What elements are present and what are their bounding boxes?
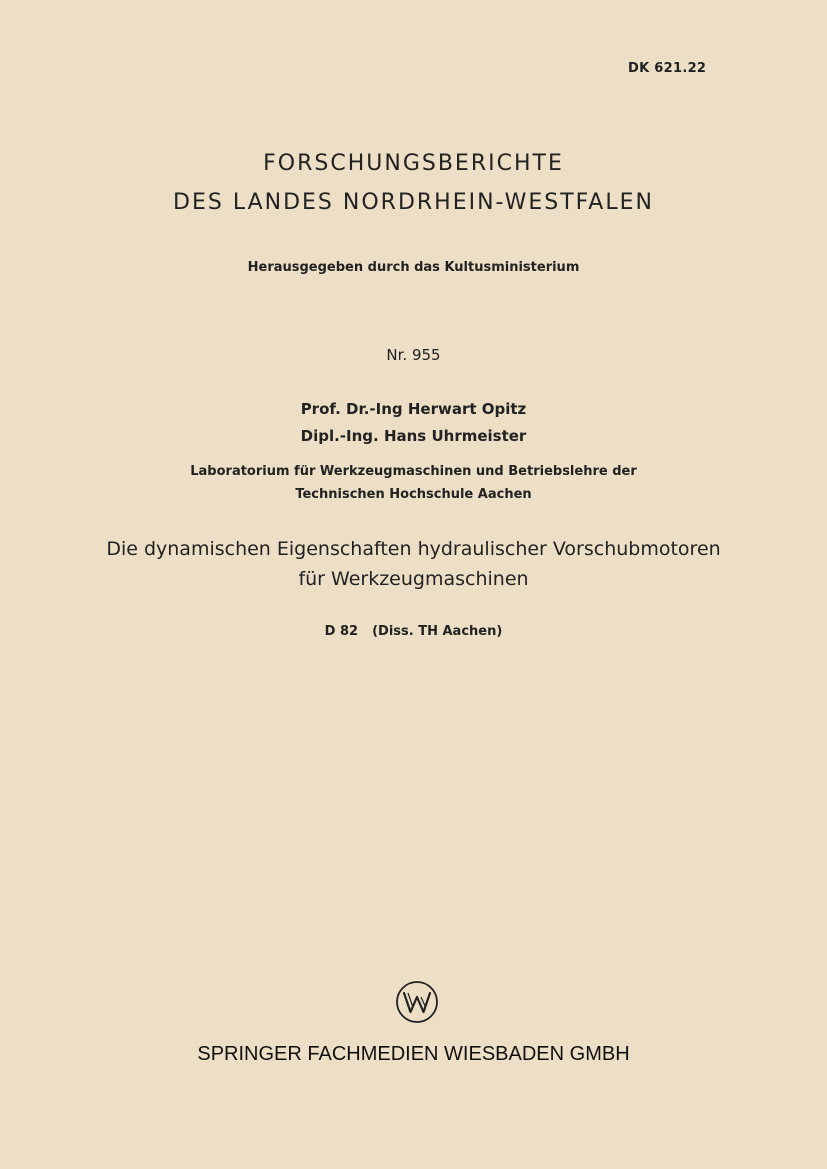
classification-code: DK 621.22 <box>628 61 707 76</box>
series-title-line2: DES LANDES NORDRHEIN-WESTFALEN <box>173 190 654 215</box>
dissertation-code: D 82 <box>324 624 359 639</box>
institute-line1: Laboratorium für Werkzeugmaschinen und Betriebslehre der <box>190 464 637 479</box>
series-title-line1: FORSCHUNGSBERICHTE <box>263 151 564 176</box>
author-1: Prof. Dr.-Ing Herwart Opitz <box>300 400 527 418</box>
book-title-line2: für Werkzeugmaschinen <box>298 568 529 590</box>
publisher-name: SPRINGER FACHMEDIEN WIESBADEN GMBH <box>197 1043 630 1065</box>
dissertation-label: (Diss. TH Aachen) <box>372 624 503 639</box>
institute-line2: Technischen Hochschule Aachen <box>295 487 532 502</box>
editor-note: Herausgegeben durch das Kultusministerium <box>247 260 580 275</box>
author-2: Dipl.-Ing. Hans Uhrmeister <box>300 427 527 445</box>
dissertation-note <box>0 624 827 639</box>
report-number: Nr. 955 <box>386 346 441 364</box>
springer-w-logo-icon <box>395 980 439 1024</box>
book-title-line1: Die dynamischen Eigenschaften hydraulischer Vorschubmotoren <box>106 538 721 560</box>
